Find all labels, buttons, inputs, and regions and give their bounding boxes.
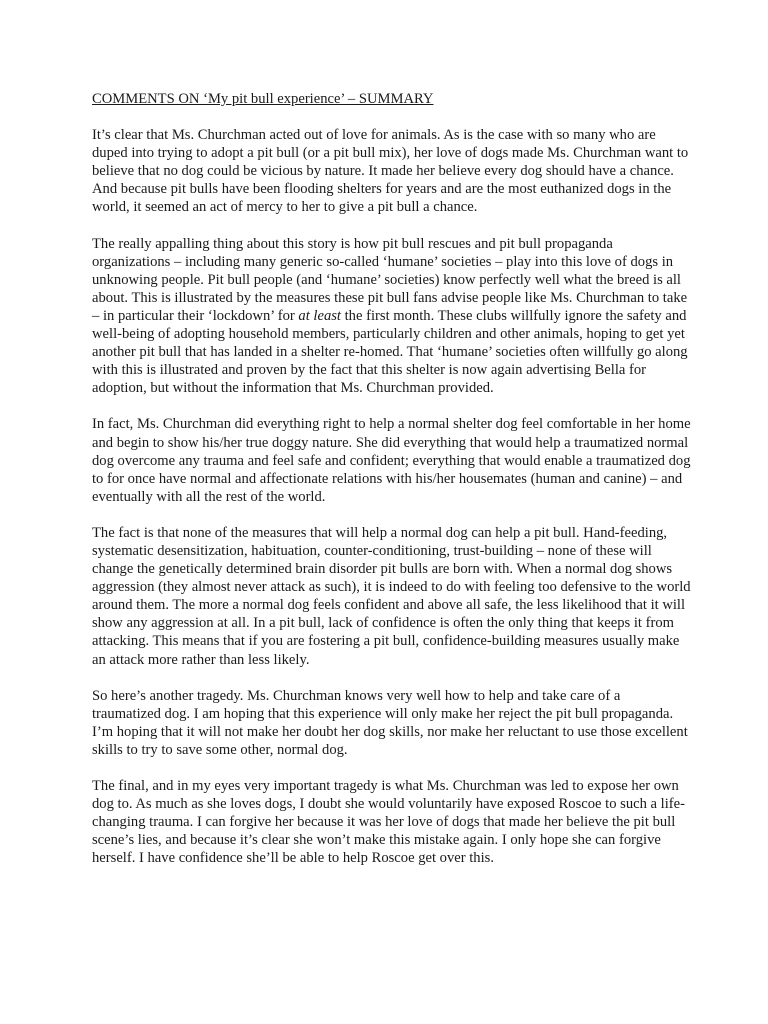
paragraph-1 bbox=[92, 126, 692, 216]
paragraph-5-text: So here’s another tragedy. Ms. Churchman knows very well how to help and take care of a traumatized dog. I am hoping that this experience will only make her reject the pit bull propaganda. I’m hoping that it will not make her doubt her dog skills, nor make her reluctant to use those excellent skills to try to save some other, normal dog. bbox=[92, 687, 688, 758]
paragraph-3-text: In fact, Ms. Churchman did everything right to help a normal shelter dog feel comfortable in her home and begin to show his/her true doggy nature. She did everything that would help a traumatized normal dog overcome any trauma and feel safe and confident; everything that would enable a traumatized dog to for once have normal and affectionate relations with his/her housemates (human and canine) – and eventually with all the rest of the world. bbox=[92, 416, 691, 505]
paragraph-5 bbox=[92, 687, 692, 759]
paragraph-2-text-b: the first month. These clubs willfully ignore the safety and well-being of adopting household members, particularly children and other animals, hoping to get yet another pit bull that has landed in a shelter re-homed. That ‘humane’ societies often willfully go along with this is illustrated and proven by the fact that this shelter is now again advertising Bella for adoption, but without the information that Ms. Churchman provided. bbox=[92, 307, 688, 397]
paragraph-3 bbox=[92, 415, 692, 505]
paragraph-6-text: The final, and in my eyes very important tragedy is what Ms. Churchman was led to expose her own dog to. As much as she loves dogs, I doubt she would voluntarily have exposed Roscoe to such a life-changing trauma. I can forgive her because it was her love of dogs that made her believe the pit bull scene’s lies, and because it’s clear she won’t make this mistake again. I only hope she can forgive herself. I have confidence she’ll be able to help Roscoe get over this. bbox=[92, 778, 685, 867]
paragraph-2-text-a: The really appalling thing about this story is how pit bull rescues and pit bull propaganda organizations – including many generic so-called ‘humane’ societies – play into this love of dogs in unknowing people. Pit bull people (and ‘humane’ societies) know perfectly well what the breed is all about. This is illustrated by the measures these pit bull fans advise people like Ms. Churchman to take – in particular their ‘lockdown’ for bbox=[92, 235, 688, 324]
paragraph-2 bbox=[92, 235, 692, 398]
document-body bbox=[92, 90, 692, 867]
paragraph-2-emphasis: at least bbox=[298, 307, 341, 324]
paragraph-6 bbox=[92, 777, 692, 867]
document-title: COMMENTS ON ‘My pit bull experience’ – SUMMARY bbox=[92, 91, 434, 107]
paragraph-4-text: The fact is that none of the measures that will help a normal dog can help a pit bull. Hand-feeding, systematic desensitization, habituation, counter-conditioning, trust-building – none of these will change the genetically determined brain disorder pit bulls are born with. When a normal dog shows aggression (they almost never attack as such), it is indeed to do with feeling too defensive to the world around them. The more a normal dog feels confident and above all safe, the less likelihood that it will show any aggression at all. In a pit bull, lack of confidence is often the only thing that keeps it from attacking. This means that if you are fostering a pit bull, confidence-building measures usually make an attack more rather than less likely. bbox=[92, 524, 691, 668]
paragraph-4 bbox=[92, 524, 692, 669]
paragraph-1-text: It’s clear that Ms. Churchman acted out of love for animals. As is the case with so many who are duped into trying to adopt a pit bull (or a pit bull mix), her love of dogs made Ms. Churchman want to believe that no dog could be vicious by nature. It made her believe every dog should have a chance. And because pit bulls have been flooding shelters for years and are the most euthanized dogs in the world, it seemed an act of mercy to her to give a pit bull a chance. bbox=[92, 127, 689, 216]
